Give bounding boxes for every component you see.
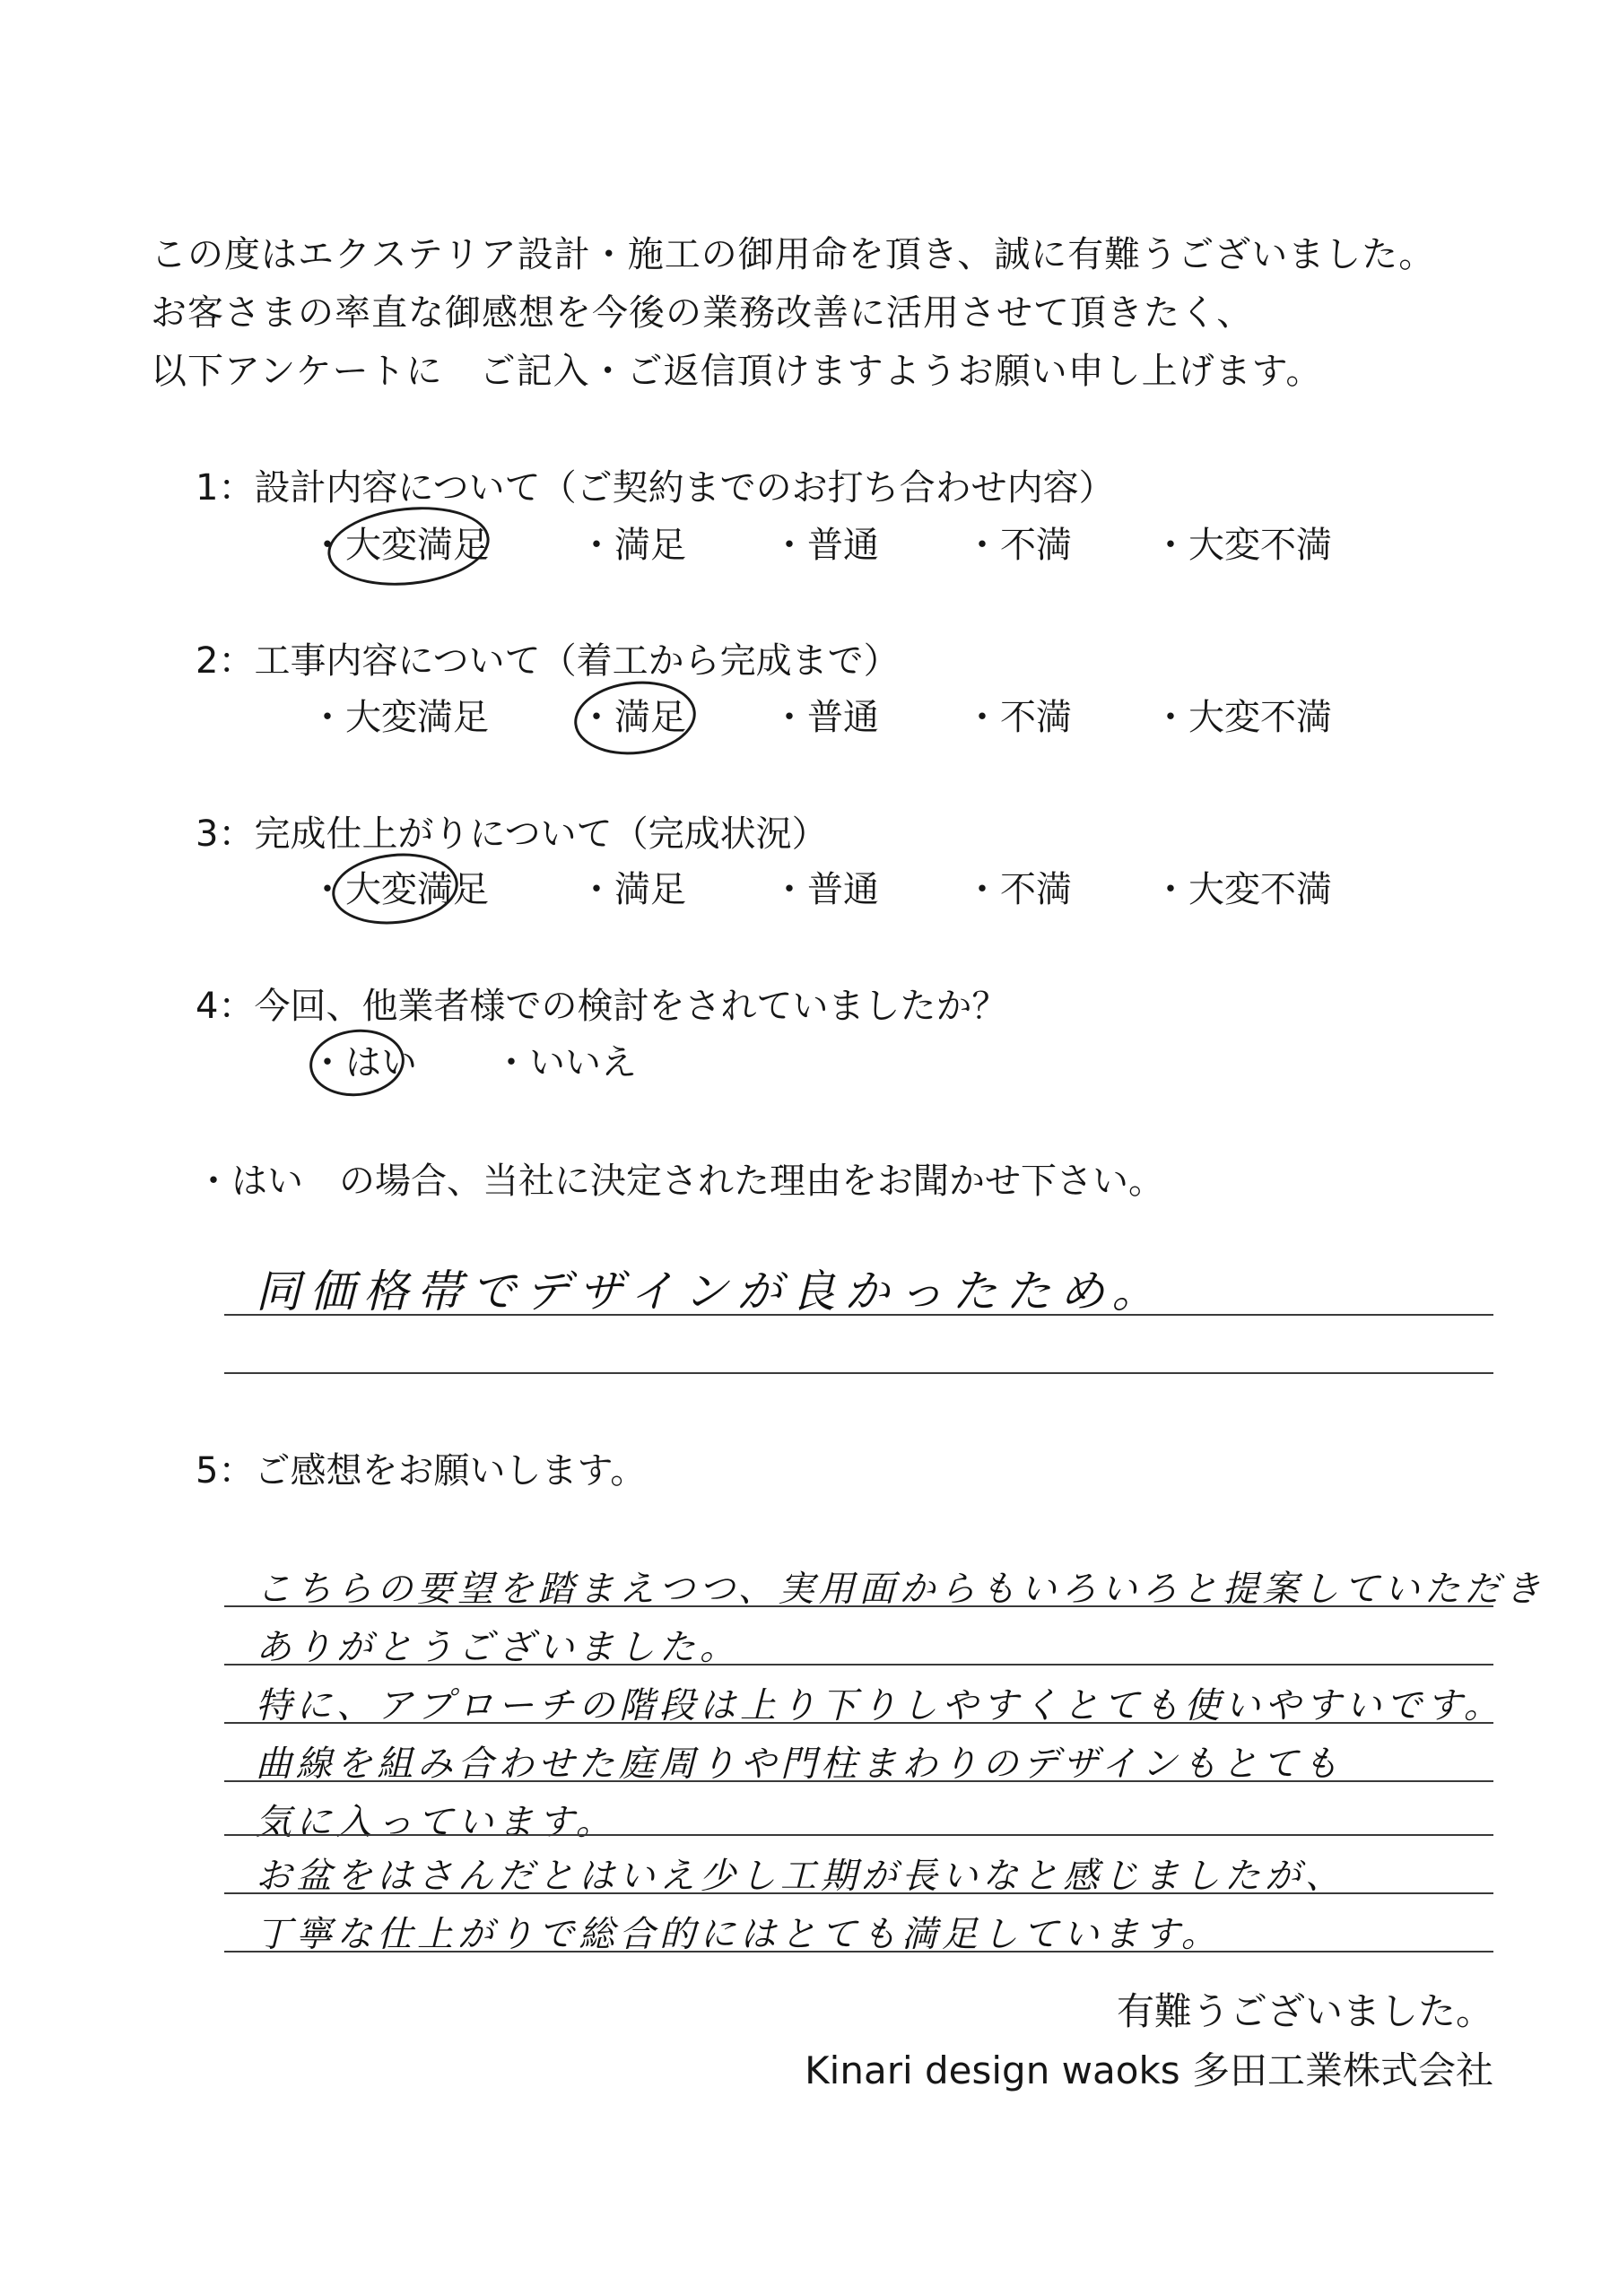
- intro-line: 以下アンケートに ご記入・ご返信頂けますようお願い申し上げます。: [151, 351, 1323, 392]
- option-very-satisfied[interactable]: ・大変満足: [309, 697, 489, 738]
- comment-handwritten-line: ありがとうございました。: [256, 1627, 740, 1668]
- option-dissatisfied[interactable]: ・不満: [964, 525, 1072, 566]
- question-1-label: 1：設計内容について（ご契約までのお打ち合わせ内容）: [196, 467, 1115, 509]
- intro-line: この度はエクステリア設計・施工の御用命を頂き、誠に有難うございました。: [151, 234, 1436, 275]
- option-dissatisfied[interactable]: ・不満: [964, 869, 1072, 910]
- reason-prompt: ・はい の場合、当社に決定された理由をお聞かせ下さい。: [196, 1161, 1164, 1202]
- option-dissatisfied[interactable]: ・不満: [964, 697, 1072, 738]
- option-no[interactable]: ・いいえ: [493, 1042, 637, 1083]
- option-normal[interactable]: ・普通: [771, 525, 879, 566]
- comment-line: [224, 1780, 1493, 1782]
- comment-line: [224, 1605, 1493, 1607]
- answer-line: [224, 1372, 1493, 1374]
- intro-paragraph: [151, 226, 1435, 401]
- comment-handwritten-line: お盆をはさんだとはいえ少し工期が長いなと感じましたが、: [256, 1856, 1345, 1897]
- option-very-satisfied[interactable]: ・大変満足: [309, 869, 489, 910]
- comment-line: [224, 1664, 1493, 1665]
- option-satisfied[interactable]: ・満足: [579, 525, 686, 566]
- comment-line: [224, 1951, 1493, 1952]
- comment-handwritten-line: 特に、アプローチの階段は上り下りしやすくとても使いやすいです。: [256, 1685, 1504, 1726]
- option-normal[interactable]: ・普通: [771, 697, 879, 738]
- question-5-label: 5：ご感想をお願いします。: [196, 1450, 647, 1492]
- option-very-dissatisfied[interactable]: ・大変不満: [1153, 869, 1332, 910]
- reason-answer-handwritten: 同価格帯でデザインが良かったため。: [256, 1265, 1166, 1318]
- comment-handwritten-line: こちらの要望を踏まえつつ、実用面からもいろいろと提案していただき: [256, 1569, 1545, 1610]
- closing-thanks: 有難うございました。: [1116, 1989, 1493, 2033]
- comment-line: [224, 1834, 1493, 1836]
- question-1-options: [309, 517, 1386, 570]
- question-3-options: [309, 861, 1386, 915]
- option-yes[interactable]: ・はい: [309, 1042, 417, 1083]
- comment-handwritten-line: 丁寧な仕上がりで総合的にはとても満足しています。: [256, 1914, 1222, 1955]
- question-4-options: [309, 1034, 848, 1088]
- company-name: Kinari design waoks 多田工業株式会社: [805, 2048, 1493, 2092]
- answer-line: [224, 1314, 1493, 1316]
- option-very-dissatisfied[interactable]: ・大変不満: [1153, 525, 1332, 566]
- question-4-label: 4：今回、他業者様での検討をされていましたか？: [196, 986, 1008, 1027]
- comment-line: [224, 1722, 1493, 1724]
- comment-handwritten-line: 曲線を組み合わせた庭周りや門柱まわりのデザインもとても: [256, 1744, 1344, 1785]
- option-satisfied[interactable]: ・満足: [579, 697, 686, 738]
- option-very-satisfied[interactable]: ・大変満足: [309, 525, 489, 566]
- comment-handwritten-line: 気に入っています。: [256, 1802, 616, 1843]
- option-very-dissatisfied[interactable]: ・大変不満: [1153, 697, 1332, 738]
- option-satisfied[interactable]: ・満足: [579, 869, 686, 910]
- question-2-label: 2：工事内容について（着工から完成まで）: [196, 640, 900, 682]
- option-normal[interactable]: ・普通: [771, 869, 879, 910]
- comment-line: [224, 1892, 1493, 1894]
- intro-line: お客さまの率直な御感想を今後の業務改善に活用させて頂きたく、: [151, 292, 1254, 334]
- question-2-options: [309, 689, 1386, 743]
- question-3-label: 3：完成仕上がりについて（完成状況）: [196, 813, 828, 855]
